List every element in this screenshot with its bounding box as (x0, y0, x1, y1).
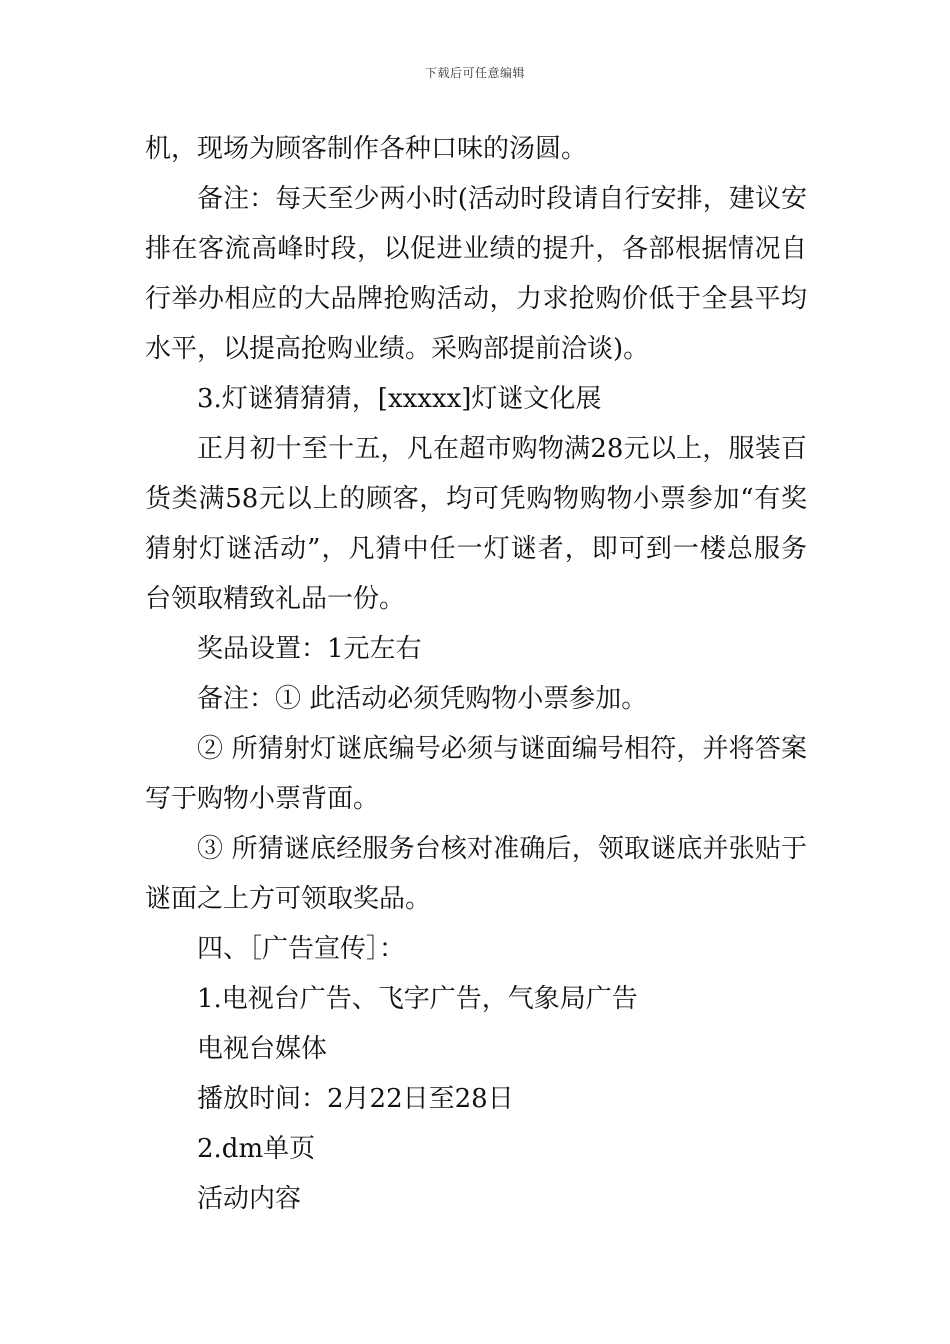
paragraph-section-advertising: 四、［广告宣传］： (197, 934, 406, 964)
paragraph-dm-flyer: 2.dm单页 (197, 1134, 316, 1164)
paragraph-note-3: ③ 所猜谜底经服务台核对准确后，领取谜底并张贴于谜面之上方可领取奖品。 (145, 834, 807, 914)
paragraph-section-lantern-riddles: 3.灯谜猜猜猜，[xxxxx]灯谜文化展 (197, 384, 602, 414)
paragraph-broadcast-time: 播放时间：2月22日至28日 (197, 1084, 514, 1114)
paragraph-prize-setting: 奖品设置：1元左右 (197, 634, 422, 664)
page-header: 下载后可任意编辑 (424, 66, 525, 80)
paragraph-continuation: 机，现场为顾客制作各种口味的汤圆。 (145, 134, 588, 164)
paragraph-tv-ads: 1.电视台广告、飞字广告，气象局广告 (197, 984, 638, 1014)
paragraph-note-2: ② 所猜射灯谜底编号必须与谜面编号相符，并将答案写于购物小票背面。 (145, 734, 807, 814)
paragraph-note-schedule: 备注：每天至少两小时(活动时段请自行安排，建议安排在客流高峰时段，以促进业绩的提升，各部根据情况自行举办相应的大品牌抢购活动，力求抢购价低于全县平均水平，以提高抢购业绩。采购部提前洽谈)。 (145, 184, 807, 364)
paragraph-note-1: 备注：① 此活动必须凭购物小票参加。 (197, 684, 648, 714)
paragraph-tv-media: 电视台媒体 (197, 1034, 328, 1064)
document-body (145, 124, 807, 1224)
paragraph-activity-content: 活动内容 (197, 1184, 302, 1214)
paragraph-riddle-rules: 正月初十至十五，凡在超市购物满28元以上，服装百货类满58元以上的顾客，均可凭购物购物小票参加“有奖猜射灯谜活动”，凡猜中任一灯谜者，即可到一楼总服务台领取精致礼品一份。 (145, 434, 807, 614)
